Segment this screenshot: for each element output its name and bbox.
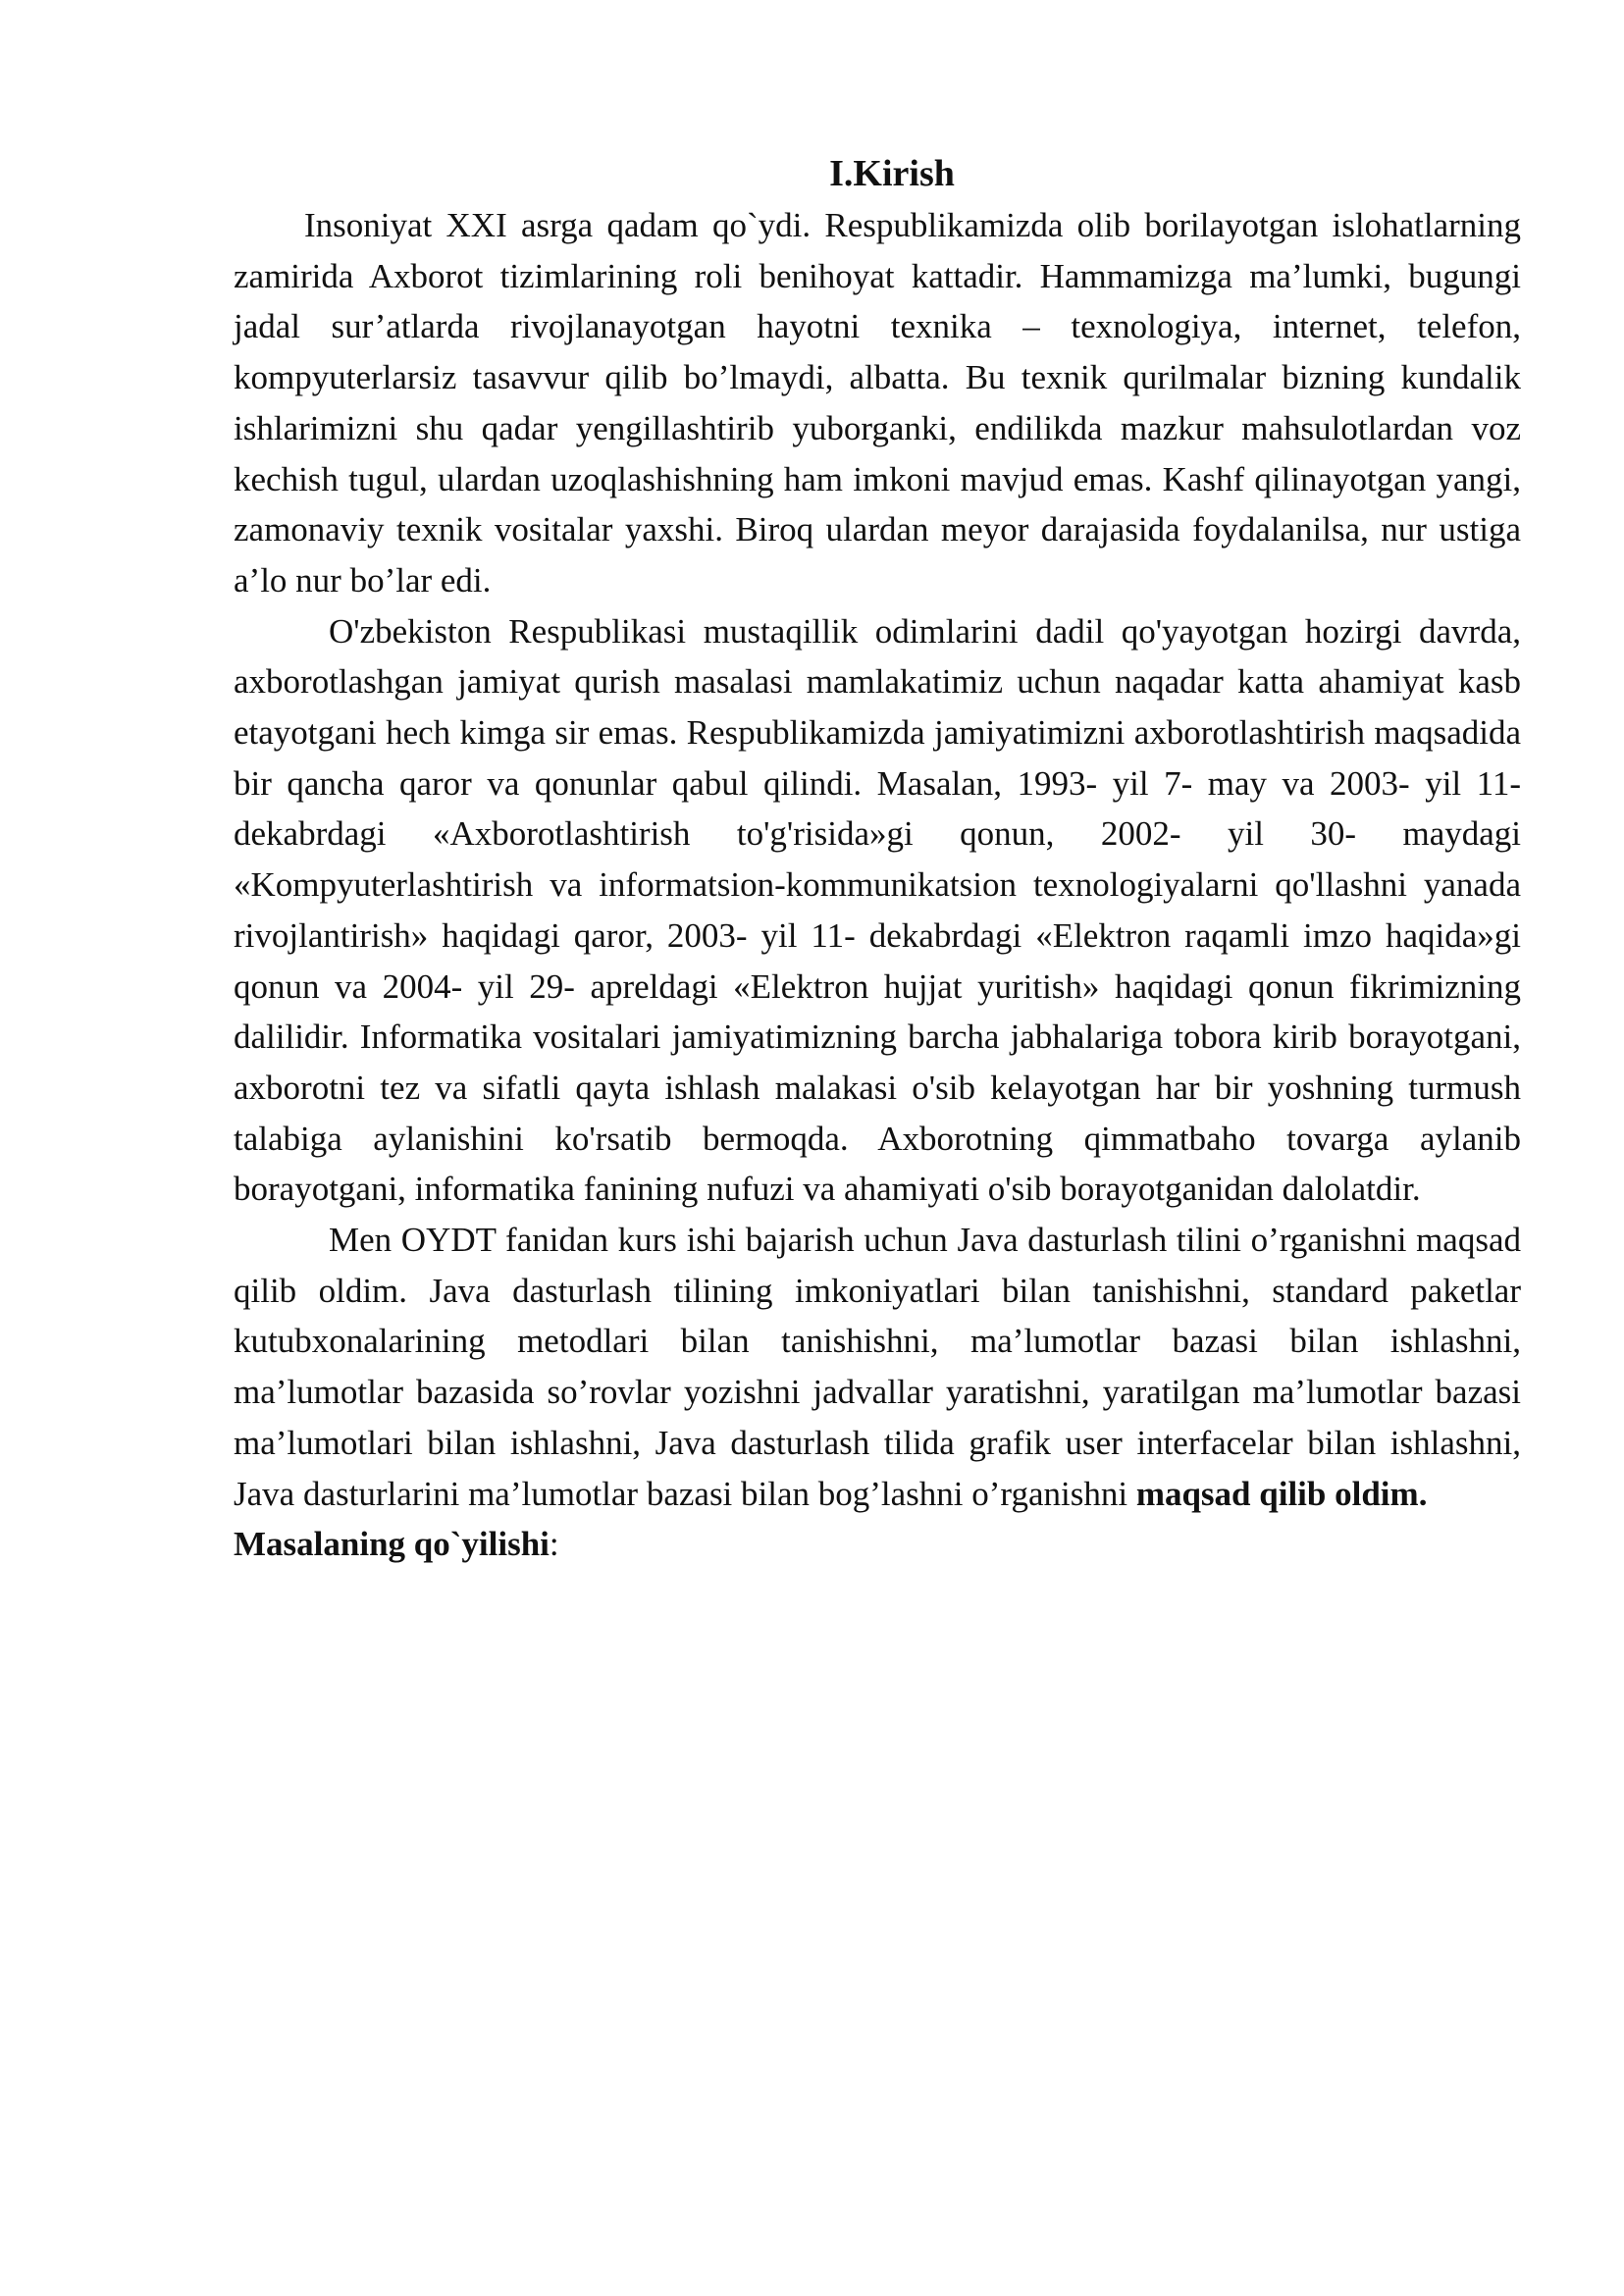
paragraph-goal <box>234 1215 1521 1519</box>
subheading-text: Masalaning qo`yilishi <box>234 1525 550 1564</box>
problem-statement-heading <box>234 1519 1521 1570</box>
paragraph-goal-text: Men OYDT fanidan kurs ishi bajarish uchun Java dasturlash tilini o’rganishni maqsad qilib oldim. Java dasturlash tilining imkoniyatlari bilan tanishishni, standard paketlar kutubxonalarining metodlari bilan tanishishni, ma’lumotlar bazasi bilan ishlashni, ma’lumotlar bazasida so’rovlar yozishni jadvallar yaratishni, yaratilgan ma’lumotlar bazasi ma’lumotlari bilan ishlashni, Java dasturlash tilida grafik user interfacelar bilan ishlashni, Java dasturlarini ma’lumotlar bazasi bilan bog’lashni o’rganishni <box>234 1221 1521 1513</box>
document-body <box>234 147 1521 1570</box>
paragraph-goal-bold: maqsad qilib oldim. <box>1135 1474 1428 1513</box>
subheading-colon: : <box>549 1525 559 1564</box>
paragraph-intro: Insoniyat XXI asrga qadam qo`ydi. Respublikamizda olib borilayotgan islohatlarning zamirida Axborot tizimlarining roli benihoyat kattadir. Hammamizga ma’lumki, bugungi jadal sur’atlarda rivojlanayotgan hayotni texnika – texnologiya, internet, telefon, kompyuterlarsiz tasavvur qilib bo’lmaydi, albatta. Bu texnik qurilmalar bizning kundalik ishlarimizni shu qadar yengillashtirib yuborganki, endilikda mazkur mahsulotlardan voz kechish tugul, ulardan uzoqlashishning ham imkoni mavjud emas. Kashf qilinayotgan yangi, zamonaviy texnik vositalar yaxshi. Biroq ulardan meyor darajasida foydalanilsa, nur ustiga a’lo nur bo’lar edi. <box>234 206 1521 600</box>
section-title: I.Kirish <box>829 153 955 194</box>
paragraph-legislation: O'zbekiston Respublikasi mustaqillik odimlarini dadil qo'yayotgan hozirgi davrda, axborotlashgan jamiyat qurish masalasi mamlakatimiz uchun naqadar katta ahamiyat kasb etayotgani hech kimga sir emas. Respublikamizda jamiyatimizni axborotlashtirish maqsadida bir qancha qaror va qonunlar qabul qilindi. Masalan, 1993- yil 7- may va 2003- yil 11- dekabrdagi «Axborotlashtirish to'g'risida»gi qonun, 2002- yil 30- maydagi «Kompyuterlashtirish va informatsion-kommunikatsion texnologiyalarni qo'llashni yanada rivojlantirish» haqidagi qaror, 2003- yil 11- dekabrdagi «Elektron raqamli imzo haqida»gi qonun va 2004- yil 29- apreldagi «Elektron hujjat yuritish» haqidagi qonun fikrimizning dalilidir. Informatika vositalari jamiyatimizning barcha jabhalariga tobora kirib borayotgani, axborotni tez va sifatli qayta ishlash malakasi o'sib kelayotgan har bir yoshning turmush talabiga aylanishini ko'rsatib bermoqda. Axborotning qimmatbaho tovarga aylanib borayotgani, informatika fanining nufuzi va ahamiyati o'sib borayotganidan dalolatdir. <box>234 611 1521 1209</box>
